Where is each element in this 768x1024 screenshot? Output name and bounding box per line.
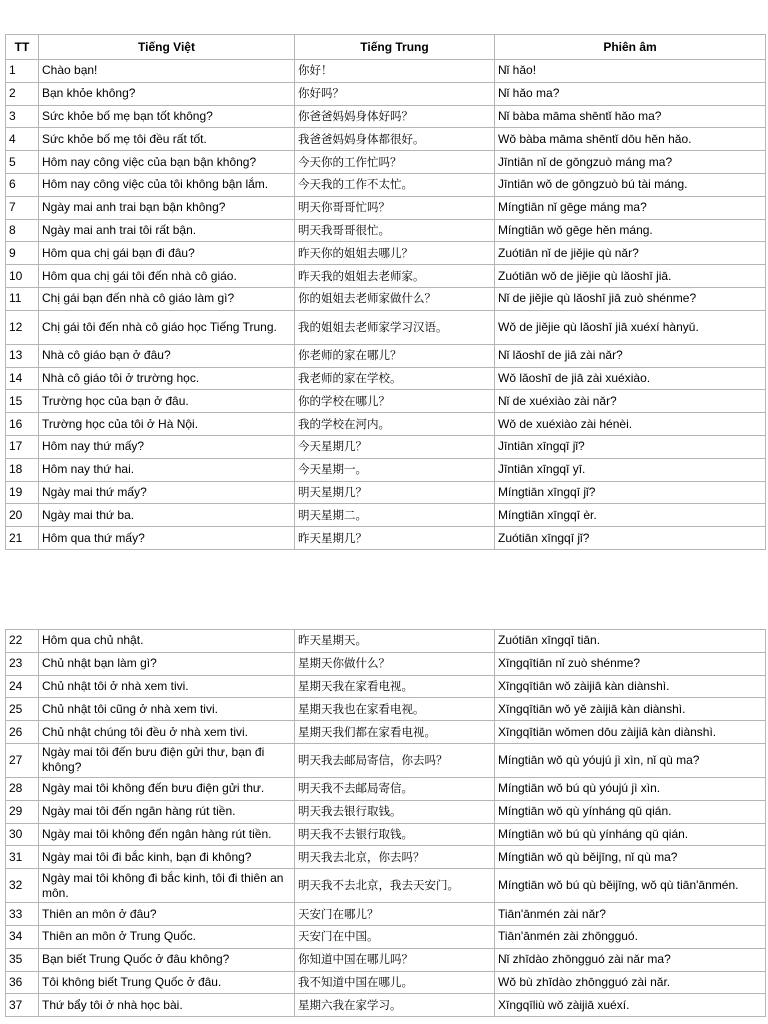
vietnamese-cell: Thiên an môn ở Trung Quốc. [39, 925, 295, 948]
vietnamese-cell: Hôm qua chủ nhật. [39, 630, 295, 653]
table-row [6, 777, 766, 800]
table-row [6, 310, 766, 344]
row-number: 23 [6, 652, 39, 675]
chinese-cell: 我的姐姐去老师家学习汉语。 [295, 310, 495, 344]
vietnamese-cell: Chủ nhật tôi ở nhà xem tivi. [39, 675, 295, 698]
row-number: 8 [6, 219, 39, 242]
table-row [6, 60, 766, 83]
pinyin-cell: Xīngqītiān wǒmen dōu zàijiā kàn diànshì. [495, 721, 766, 744]
chinese-cell: 今天星期几？ [295, 435, 495, 458]
chinese-cell: 我不知道中国在哪儿。 [295, 971, 495, 994]
table-header-row [6, 35, 766, 60]
chinese-cell: 明天你哥哥忙吗？ [295, 196, 495, 219]
chinese-cell: 明天我去银行取钱。 [295, 800, 495, 823]
vietnamese-cell: Nhà cô giáo tôi ở trường học. [39, 367, 295, 390]
chinese-cell: 你知道中国在哪儿吗？ [295, 948, 495, 971]
chinese-cell: 明天我不去北京，我去天安门。 [295, 869, 495, 903]
table-row [6, 344, 766, 367]
pinyin-cell: Xīngqītiān nǐ zuò shénme? [495, 652, 766, 675]
row-number: 5 [6, 151, 39, 174]
table-row [6, 458, 766, 481]
table-row [6, 743, 766, 777]
table-row [6, 435, 766, 458]
chinese-cell: 你爸爸妈妈身体好吗？ [295, 105, 495, 128]
row-number: 13 [6, 344, 39, 367]
chinese-cell: 天安门在中国。 [295, 925, 495, 948]
pinyin-cell: Tiān'ānmén zài nǎr? [495, 903, 766, 926]
row-number: 9 [6, 242, 39, 265]
vietnamese-cell: Ngày mai anh trai bạn bận không? [39, 196, 295, 219]
chinese-cell: 星期天我们都在家看电视。 [295, 721, 495, 744]
vietnamese-cell: Bạn khỏe không? [39, 82, 295, 105]
table-row [6, 800, 766, 823]
row-number: 31 [6, 846, 39, 869]
table-row [6, 675, 766, 698]
vietnamese-cell: Trường học của tôi ở Hà Nội. [39, 413, 295, 436]
row-number: 20 [6, 504, 39, 527]
chinese-cell: 昨天星期天。 [295, 630, 495, 653]
table-row [6, 390, 766, 413]
pinyin-cell: Míngtiān xīngqī èr. [495, 504, 766, 527]
row-number: 1 [6, 60, 39, 83]
pinyin-cell: Zuótiān xīngqī jǐ? [495, 527, 766, 550]
vietnamese-cell: Hôm qua thứ mấy? [39, 527, 295, 550]
table-row [6, 481, 766, 504]
vietnamese-cell: Bạn biết Trung Quốc ở đâu không? [39, 948, 295, 971]
table-row [6, 265, 766, 288]
chinese-cell: 今天我的工作不太忙。 [295, 173, 495, 196]
vietnamese-cell: Chủ nhật bạn làm gì? [39, 652, 295, 675]
pinyin-cell: Zuótiān nǐ de jiějie qù nǎr? [495, 242, 766, 265]
pinyin-cell: Míngtiān wǒ bú qù yóujú jì xìn. [495, 777, 766, 800]
table-row [6, 846, 766, 869]
pinyin-cell: Jīntiān xīngqī jǐ? [495, 435, 766, 458]
row-number: 18 [6, 458, 39, 481]
chinese-cell: 星期六我在家学习。 [295, 994, 495, 1017]
vietnamese-cell: Hôm qua chị gái tôi đến nhà cô giáo. [39, 265, 295, 288]
vietnamese-cell: Sức khỏe bố mẹ bạn tốt không? [39, 105, 295, 128]
chinese-cell: 明天我不去邮局寄信。 [295, 777, 495, 800]
chinese-cell: 天安门在哪儿？ [295, 903, 495, 926]
chinese-cell: 你好吗？ [295, 82, 495, 105]
table-row [6, 652, 766, 675]
pinyin-cell: Míngtiān nǐ gēge máng ma? [495, 196, 766, 219]
table-row [6, 173, 766, 196]
row-number: 35 [6, 948, 39, 971]
phrase-table-1 [5, 34, 766, 550]
vietnamese-cell: Tôi không biết Trung Quốc ở đâu. [39, 971, 295, 994]
pinyin-cell: Tiān'ānmén zài zhōngguó. [495, 925, 766, 948]
chinese-cell: 昨天我的姐姐去老师家。 [295, 265, 495, 288]
chinese-cell: 星期天你做什么？ [295, 652, 495, 675]
row-number: 19 [6, 481, 39, 504]
chinese-cell: 你的姐姐去老师家做什么？ [295, 287, 495, 310]
table-row [6, 630, 766, 653]
vietnamese-cell: Trường học của bạn ở đâu. [39, 390, 295, 413]
vietnamese-cell: Hôm nay thứ mấy? [39, 435, 295, 458]
row-number: 3 [6, 105, 39, 128]
header-chinese: Tiếng Trung [295, 35, 495, 60]
table-row [6, 413, 766, 436]
pinyin-cell: Nǐ lǎoshī de jiā zài nǎr? [495, 344, 766, 367]
chinese-cell: 昨天星期几？ [295, 527, 495, 550]
vietnamese-cell: Chủ nhật chúng tôi đều ở nhà xem tivi. [39, 721, 295, 744]
vietnamese-cell: Sức khỏe bố mẹ tôi đều rất tốt. [39, 128, 295, 151]
pinyin-cell: Míngtiān xīngqī jǐ? [495, 481, 766, 504]
table-row [6, 869, 766, 903]
vietnamese-cell: Ngày mai tôi đi bắc kinh, bạn đi không? [39, 846, 295, 869]
table-row [6, 527, 766, 550]
row-number: 29 [6, 800, 39, 823]
pinyin-cell: Wǒ de jiějie qù lǎoshī jiā xuéxí hànyǔ. [495, 310, 766, 344]
table-row [6, 242, 766, 265]
row-number: 10 [6, 265, 39, 288]
pinyin-cell: Nǐ hǎo ma? [495, 82, 766, 105]
vietnamese-cell: Ngày mai anh trai tôi rất bận. [39, 219, 295, 242]
header-vietnamese: Tiếng Việt [39, 35, 295, 60]
pinyin-cell: Xīngqītiān wǒ yě zàijiā kàn diànshì. [495, 698, 766, 721]
table-row [6, 287, 766, 310]
table-row [6, 82, 766, 105]
vietnamese-cell: Ngày mai thứ mấy? [39, 481, 295, 504]
chinese-cell: 明天我去北京，你去吗？ [295, 846, 495, 869]
row-number: 15 [6, 390, 39, 413]
row-number: 37 [6, 994, 39, 1017]
vietnamese-cell: Hôm nay công việc của tôi không bận lắm. [39, 173, 295, 196]
chinese-cell: 明天我哥哥很忙。 [295, 219, 495, 242]
table-row [6, 698, 766, 721]
vietnamese-cell: Ngày mai tôi không đi bắc kinh, tôi đi thiên an môn. [39, 869, 295, 903]
header-pinyin: Phiên âm [495, 35, 766, 60]
table-row [6, 504, 766, 527]
table-row [6, 903, 766, 926]
row-number: 14 [6, 367, 39, 390]
chinese-cell: 你的学校在哪儿？ [295, 390, 495, 413]
chinese-cell: 星期天我在家看电视。 [295, 675, 495, 698]
pinyin-cell: Nǐ de xuéxiào zài nǎr? [495, 390, 766, 413]
pinyin-cell: Nǐ de jiějie qù lǎoshī jiā zuò shénme? [495, 287, 766, 310]
vietnamese-cell: Thứ bẩy tôi ở nhà học bài. [39, 994, 295, 1017]
pinyin-cell: Wǒ lǎoshī de jiā zài xuéxiào. [495, 367, 766, 390]
table-row [6, 994, 766, 1017]
pinyin-cell: Xīngqītiān wǒ zàijiā kàn diànshì. [495, 675, 766, 698]
table-row [6, 925, 766, 948]
row-number: 25 [6, 698, 39, 721]
chinese-cell: 明天我不去银行取钱。 [295, 823, 495, 846]
row-number: 34 [6, 925, 39, 948]
row-number: 7 [6, 196, 39, 219]
row-number: 26 [6, 721, 39, 744]
table-row [6, 823, 766, 846]
row-number: 16 [6, 413, 39, 436]
pinyin-cell: Jīntiān xīngqī yī. [495, 458, 766, 481]
table-row [6, 367, 766, 390]
chinese-cell: 我的学校在河内。 [295, 413, 495, 436]
chinese-cell: 明天我去邮局寄信，你去吗？ [295, 743, 495, 777]
pinyin-cell: Wǒ bàba māma shēntǐ dōu hěn hǎo. [495, 128, 766, 151]
pinyin-cell: Míngtiān wǒ qù yóujú jì xìn, nǐ qù ma? [495, 743, 766, 777]
row-number: 30 [6, 823, 39, 846]
chinese-cell: 星期天我也在家看电视。 [295, 698, 495, 721]
table-row [6, 971, 766, 994]
row-number: 21 [6, 527, 39, 550]
vietnamese-cell: Hôm nay thứ hai. [39, 458, 295, 481]
chinese-cell: 我老师的家在学校。 [295, 367, 495, 390]
pinyin-cell: Xīngqīliù wǒ zàijiā xuéxí. [495, 994, 766, 1017]
chinese-cell: 今天你的工作忙吗？ [295, 151, 495, 174]
vietnamese-cell: Ngày mai tôi không đến bưu điện gửi thư. [39, 777, 295, 800]
vietnamese-cell: Chủ nhật tôi cũng ở nhà xem tivi. [39, 698, 295, 721]
row-number: 32 [6, 869, 39, 903]
table-row [6, 219, 766, 242]
pinyin-cell: Zuótiān xīngqī tiān. [495, 630, 766, 653]
vietnamese-cell: Thiên an môn ở đâu? [39, 903, 295, 926]
pinyin-cell: Míngtiān wǒ qù běijīng, nǐ qù ma? [495, 846, 766, 869]
row-number: 27 [6, 743, 39, 777]
pinyin-cell: Nǐ bàba māma shēntǐ hǎo ma? [495, 105, 766, 128]
table-row [6, 721, 766, 744]
row-number: 24 [6, 675, 39, 698]
vietnamese-cell: Ngày mai tôi đến ngân hàng rút tiền. [39, 800, 295, 823]
pinyin-cell: Wǒ bù zhīdào zhōngguó zài nǎr. [495, 971, 766, 994]
pinyin-cell: Jīntiān wǒ de gōngzuò bú tài máng. [495, 173, 766, 196]
vietnamese-cell: Ngày mai tôi không đến ngân hàng rút tiền. [39, 823, 295, 846]
table-row [6, 196, 766, 219]
header-tt: TT [6, 35, 39, 60]
row-number: 2 [6, 82, 39, 105]
pinyin-cell: Nǐ hǎo! [495, 60, 766, 83]
pinyin-cell: Míngtiān wǒ gēge hěn máng. [495, 219, 766, 242]
row-number: 11 [6, 287, 39, 310]
chinese-cell: 昨天你的姐姐去哪儿？ [295, 242, 495, 265]
chinese-cell: 今天星期一。 [295, 458, 495, 481]
row-number: 33 [6, 903, 39, 926]
row-number: 12 [6, 310, 39, 344]
pinyin-cell: Wǒ de xuéxiào zài hénèi. [495, 413, 766, 436]
vietnamese-cell: Nhà cô giáo bạn ở đâu? [39, 344, 295, 367]
vietnamese-cell: Hôm nay công việc của bạn bận không? [39, 151, 295, 174]
row-number: 36 [6, 971, 39, 994]
vietnamese-cell: Chị gái tôi đến nhà cô giáo học Tiếng Trung. [39, 310, 295, 344]
phrase-table-2 [5, 629, 766, 1017]
row-number: 4 [6, 128, 39, 151]
row-number: 22 [6, 630, 39, 653]
chinese-cell: 你老师的家在哪儿？ [295, 344, 495, 367]
table-row [6, 105, 766, 128]
chinese-cell: 明天星期几？ [295, 481, 495, 504]
pinyin-cell: Zuótiān wǒ de jiějie qù lǎoshī jiā. [495, 265, 766, 288]
vietnamese-cell: Chào bạn! [39, 60, 295, 83]
pinyin-cell: Míngtiān wǒ bú qù běijīng, wǒ qù tiān'ānmén. [495, 869, 766, 903]
vietnamese-cell: Hôm qua chị gái bạn đi đâu? [39, 242, 295, 265]
pinyin-cell: Nǐ zhīdào zhōngguó zài nǎr ma? [495, 948, 766, 971]
vietnamese-cell: Ngày mai tôi đến bưu điện gửi thư, bạn đi không? [39, 743, 295, 777]
pinyin-cell: Jīntiān nǐ de gōngzuò máng ma? [495, 151, 766, 174]
row-number: 17 [6, 435, 39, 458]
table-row [6, 128, 766, 151]
pinyin-cell: Míngtiān wǒ bú qù yínháng qǔ qián. [495, 823, 766, 846]
row-number: 6 [6, 173, 39, 196]
chinese-cell: 明天星期二。 [295, 504, 495, 527]
vietnamese-cell: Chị gái bạn đến nhà cô giáo làm gì? [39, 287, 295, 310]
table-row [6, 151, 766, 174]
row-number: 28 [6, 777, 39, 800]
chinese-cell: 我爸爸妈妈身体都很好。 [295, 128, 495, 151]
table-row [6, 948, 766, 971]
pinyin-cell: Míngtiān wǒ qù yínháng qǔ qián. [495, 800, 766, 823]
vietnamese-cell: Ngày mai thứ ba. [39, 504, 295, 527]
chinese-cell: 你好！ [295, 60, 495, 83]
